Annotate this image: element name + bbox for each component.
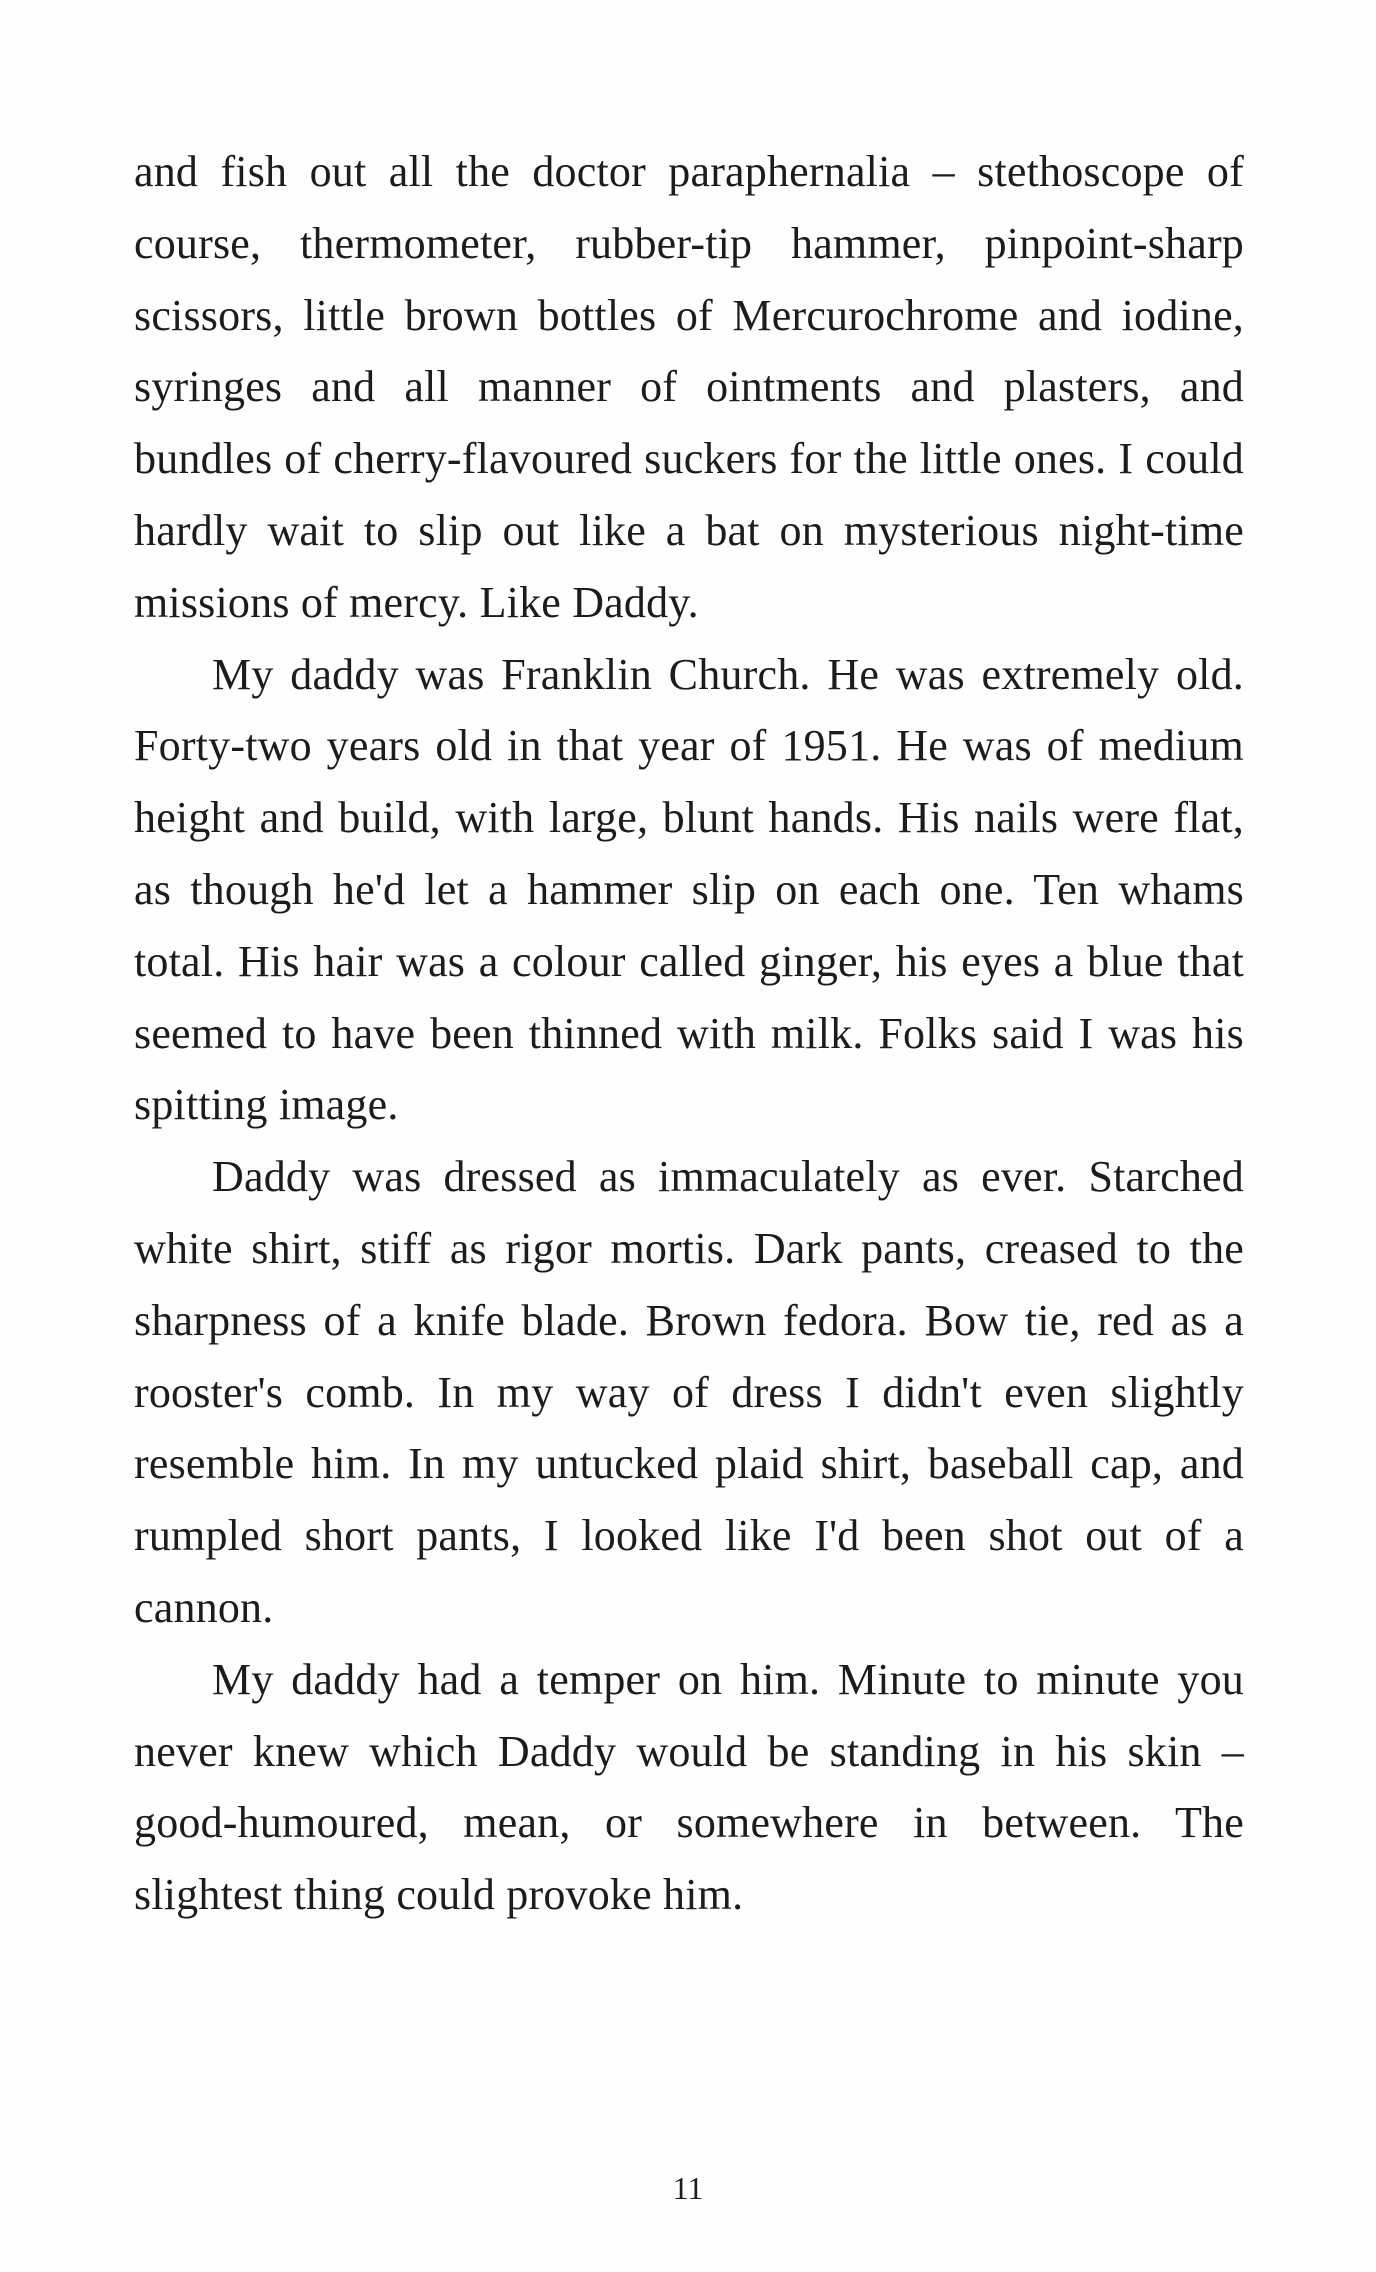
paragraph-2: My daddy was Franklin Church. He was extremely old. Forty-two years old in that year of 1951. He was of medium height and build, with large, blunt hands. His nails were flat, as though he'd let a hammer slip on each one. Ten whams total. His hair was a colour called ginger, his eyes a blue that seemed to have been thinned with milk. Folks said I was his spitting image.: [134, 649, 1244, 1130]
paragraph-4: My daddy had a temper on him. Minute to minute you never knew which Daddy would be standing in his skin – good-humoured, mean, or somewhere in between. The slightest thing could provoke him.: [134, 1654, 1244, 1920]
body-text: [134, 136, 1244, 1931]
page-number: 11: [672, 2170, 704, 2206]
paragraph-1: and fish out all the doctor paraphernalia – stethoscope of course, thermometer, rubber-tip hammer, pinpoint-sharp scissors, little brown bottles of Mercurochrome and iodine, syringes and all manner of ointments and plasters, and bundles of cherry-flavoured suckers for the little ones. I could hardly wait to slip out like a bat on mysterious night-time missions of mercy. Like Daddy.: [134, 147, 1244, 627]
paragraph-3: Daddy was dressed as immaculately as ever. Starched white shirt, stiff as rigor mortis. Dark pants, creased to the sharpness of a knife blade. Brown fedora. Bow tie, red as a rooster's comb. In my way of dress I didn't even slightly resemble him. In my untucked plaid shirt, baseball cap, and rumpled short pants, I looked like I'd been shot out of a cannon.: [134, 1152, 1244, 1632]
